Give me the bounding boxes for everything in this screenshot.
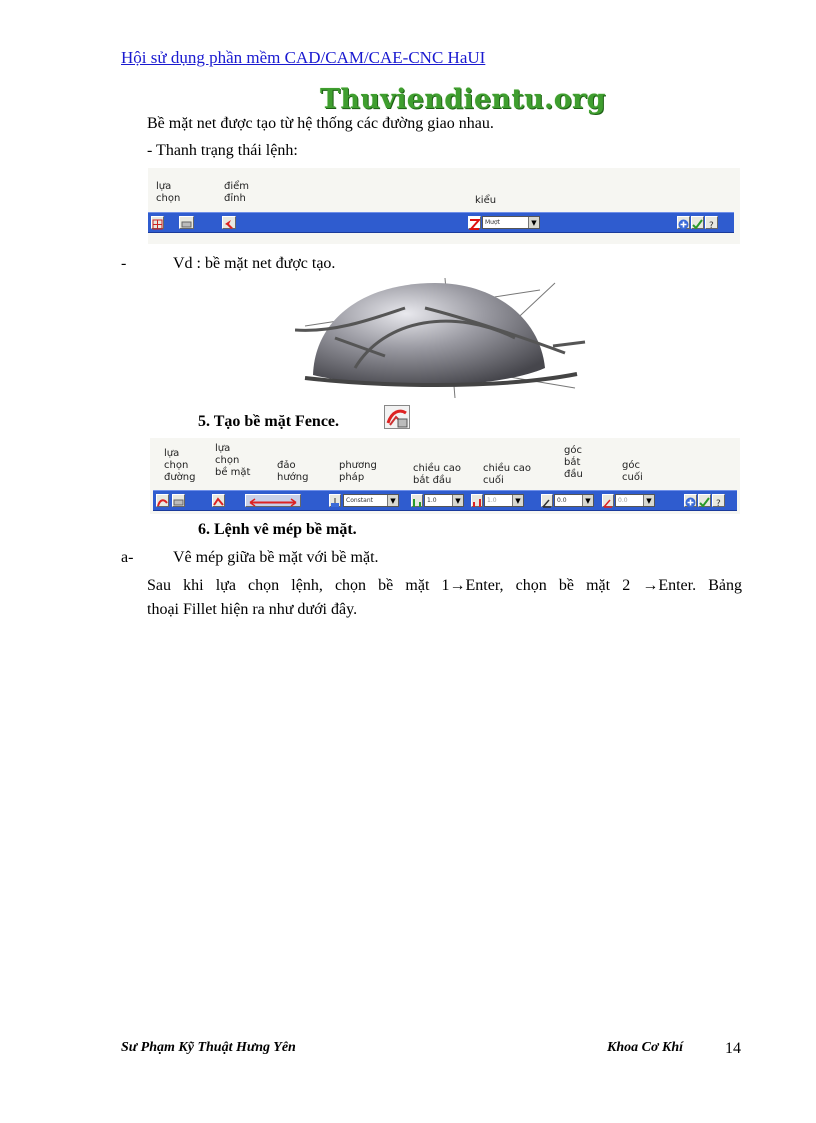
height-start-icon bbox=[412, 497, 422, 508]
plus-icon bbox=[678, 219, 689, 230]
status-bar-heading: - Thanh trạng thái lệnh: bbox=[147, 142, 298, 159]
method-icon bbox=[330, 497, 340, 508]
ok-button[interactable] bbox=[691, 216, 704, 229]
plus-icon bbox=[685, 497, 696, 508]
fence-surface-icon bbox=[384, 405, 410, 429]
label-start-angle: góc bắt đầu bbox=[564, 445, 583, 480]
label-method: phương pháp bbox=[339, 460, 377, 483]
help-icon bbox=[706, 219, 717, 230]
help-button[interactable] bbox=[705, 216, 718, 229]
label-select: lựa chọn bbox=[156, 181, 181, 204]
curve-options-button[interactable] bbox=[172, 494, 185, 507]
footer-faculty: Khoa Cơ Khí bbox=[607, 1040, 683, 1055]
item-a-text: Vê mép giữa bề mặt với bề mặt. bbox=[173, 549, 379, 566]
z-type-button[interactable] bbox=[468, 216, 481, 229]
help-button[interactable] bbox=[712, 494, 725, 507]
toolbar-fence-surface bbox=[150, 438, 740, 514]
start-angle-input[interactable]: 0.0 ▼ bbox=[554, 494, 594, 507]
z-icon bbox=[469, 219, 480, 230]
label-end-height: chiều cao cuối bbox=[483, 463, 532, 486]
chevron-down-icon: ▼ bbox=[582, 495, 593, 506]
page-number: 14 bbox=[725, 1040, 741, 1057]
net-surface-image bbox=[295, 278, 591, 398]
list-icon bbox=[173, 497, 184, 508]
start-height-input[interactable]: 1.0 ▼ bbox=[424, 494, 464, 507]
select-options-button[interactable] bbox=[179, 216, 194, 229]
check-icon bbox=[692, 219, 703, 230]
svg-text:?: ? bbox=[709, 221, 714, 230]
end-height-input[interactable]: 1.0 ▼ bbox=[484, 494, 524, 507]
list-icon bbox=[180, 219, 193, 230]
section-5-title: 5. Tạo bề mặt Fence. bbox=[198, 413, 340, 430]
fence-command-bar bbox=[153, 490, 737, 511]
chevron-down-icon: ▼ bbox=[512, 495, 523, 506]
select-curve-button[interactable] bbox=[156, 494, 169, 507]
apply-button[interactable] bbox=[677, 216, 690, 229]
chevron-down-icon: ▼ bbox=[643, 495, 654, 506]
reverse-direction-button[interactable] bbox=[245, 494, 301, 507]
paragraph-net-surface: Bề mặt net được tạo từ hệ thống các đường giao nhau. bbox=[147, 115, 494, 132]
label-start-height: chiều cao bắt đầu bbox=[413, 463, 462, 486]
command-bar bbox=[148, 212, 734, 233]
check-icon bbox=[699, 497, 710, 508]
curve-select-icon bbox=[157, 497, 168, 508]
label-reverse: đảo hướng bbox=[277, 460, 309, 483]
chevron-down-icon: ▼ bbox=[452, 495, 463, 506]
start-angle-icon-button[interactable] bbox=[541, 494, 553, 507]
watermark-logo: Thuviendientu.org bbox=[320, 84, 606, 115]
double-arrow-icon bbox=[246, 497, 300, 508]
example-caption: Vd : bề mặt net được tạo. bbox=[173, 255, 336, 272]
grid-select-button[interactable] bbox=[151, 216, 164, 229]
label-vertex: điểm đỉnh bbox=[224, 181, 250, 204]
label-select-curve: lựa chọn đường bbox=[164, 448, 196, 483]
method-icon-button[interactable] bbox=[329, 494, 341, 507]
select-surface-button[interactable] bbox=[212, 494, 225, 507]
label-type: kiểu bbox=[475, 195, 497, 206]
vertex-button[interactable] bbox=[222, 216, 236, 229]
toolbar-net-surface bbox=[148, 168, 740, 244]
footer-school: Sư Phạm Kỹ Thuật Hưng Yên bbox=[121, 1040, 296, 1055]
section-6-title: 6. Lệnh vê mép bề mặt. bbox=[198, 521, 357, 538]
end-angle-icon-button[interactable] bbox=[602, 494, 614, 507]
method-dropdown[interactable]: Constant ▼ bbox=[343, 494, 399, 507]
type-dropdown[interactable]: Mượt ▼ bbox=[482, 216, 540, 229]
chevron-down-icon: ▼ bbox=[387, 495, 398, 506]
apply-button[interactable] bbox=[684, 494, 697, 507]
help-icon bbox=[713, 497, 724, 508]
label-end-angle: góc cuối bbox=[622, 460, 643, 483]
svg-text:?: ? bbox=[716, 499, 721, 508]
surface-select-icon bbox=[213, 497, 224, 508]
start-height-icon-button[interactable] bbox=[411, 494, 423, 507]
chevron-down-icon: ▼ bbox=[528, 217, 539, 228]
fillet-paragraph-line1: Sau khi lựa chọn lệnh, chọn bề mặt 1→Enter, chọn bề mặt 2 →Enter. Bảng bbox=[147, 577, 742, 594]
grid-icon bbox=[152, 219, 163, 230]
label-select-surface: lựa chọn bề mặt bbox=[215, 443, 251, 478]
page-header: Hội sử dụng phần mềm CAD/CAM/CAE-CNC HaUI bbox=[121, 48, 486, 67]
end-height-icon-button[interactable] bbox=[471, 494, 483, 507]
example-bullet: - bbox=[121, 255, 127, 272]
vertex-arrow-icon bbox=[223, 219, 235, 230]
item-a-marker: a- bbox=[121, 549, 134, 566]
height-end-icon bbox=[472, 497, 482, 508]
ok-button[interactable] bbox=[698, 494, 711, 507]
angle-end-icon bbox=[603, 497, 613, 508]
angle-start-icon bbox=[542, 497, 552, 508]
end-angle-input[interactable]: 0.0 ▼ bbox=[615, 494, 655, 507]
fillet-paragraph-line2: thoại Fillet hiện ra như dưới đây. bbox=[147, 601, 358, 618]
